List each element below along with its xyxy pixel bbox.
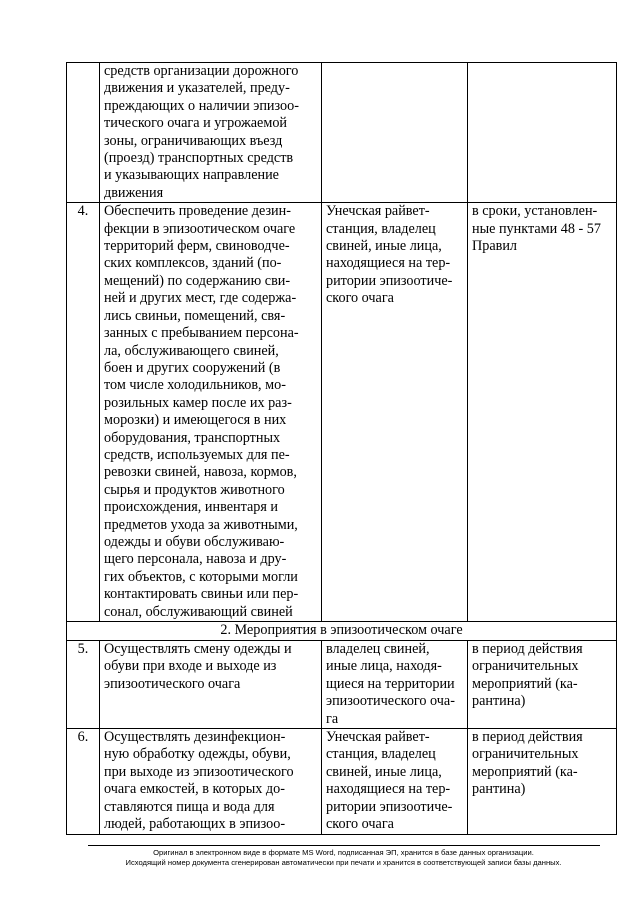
row-number <box>67 63 100 203</box>
measures-table <box>66 62 617 835</box>
table-row <box>67 63 617 203</box>
measure-text: средств организации дорожного движения и указателей, преду- преждающих о наличии эпизоо- тического очага и угрожаемой зоны, ограничивающих въезд (проезд) транспортных средств и указывающих направление движения <box>100 63 322 203</box>
row-number: 5. <box>67 641 100 729</box>
term-text: в сроки, установлен- ные пунктами 48 - 57 Правил <box>468 203 617 622</box>
term-text <box>468 63 617 203</box>
table-row <box>67 729 617 835</box>
footer-note-number: Исходящий номер документа сгенерирован автоматически при печати и хранится в соответствующей записи базы данных. <box>125 858 562 867</box>
footer-divider <box>88 845 600 846</box>
measure-text: Обеспечить проведение дезин- фекции в эпизоотическом очаге территорий ферм, свиноводче- ских комплексов, зданий (по- мещений) по содержанию сви- ней и других мест, где содержа- лись свиньи, помещений, свя- занных с пребыванием персона- ла, обслуживающего свиней, боен и других сооружений (в том числе холодильников, мо- розильных камер после их раз- морозки) и имеющегося в них оборудования, транспортных средств, используемых для пе- ревозки свиней, навоза, кормов, сырья и продуктов животного происхождения, инвентаря и предметов ухода за животными, одежды и обуви обслуживаю- щего персонала, навоза и дру- гих объектов, с которыми могли контактировать свиньи или пер- сонал, обслуживающий свиней <box>100 203 322 622</box>
measure-text: Осуществлять смену одежды и обуви при входе и выходе из эпизоотического очага <box>100 641 322 729</box>
executor-text <box>322 63 468 203</box>
table-row <box>67 641 617 729</box>
executor-text: Унечская райвет- станция, владелец свиней, иные лица, находящиеся на тер- ритории эпизоотиче- ского очага <box>322 729 468 835</box>
section-header-row <box>67 622 617 641</box>
table-row <box>67 203 617 622</box>
row-number: 6. <box>67 729 100 835</box>
term-text: в период действия ограничительных мероприятий (ка- рантина) <box>468 729 617 835</box>
executor-text: владелец свиней, иные лица, находя- щиеся на территории эпизоотического оча- га <box>322 641 468 729</box>
executor-text: Унечская райвет- станция, владелец свиней, иные лица, находящиеся на тер- ритории эпизоотиче- ского очага <box>322 203 468 622</box>
row-number: 4. <box>67 203 100 622</box>
measure-text: Осуществлять дезинфекцион- ную обработку одежды, обуви, при выходе из эпизоотического очага емкостей, в которых до- ставляются пища и вода для людей, работающих в эпизоо- <box>100 729 322 835</box>
section-title: 2. Мероприятия в эпизоотическом очаге <box>67 622 617 641</box>
term-text: в период действия ограничительных мероприятий (ка- рантина) <box>468 641 617 729</box>
footer-note-original: Оригинал в электронном виде в формате MS Word, подписанная ЭП, хранится в базе данных организации. <box>153 848 534 857</box>
